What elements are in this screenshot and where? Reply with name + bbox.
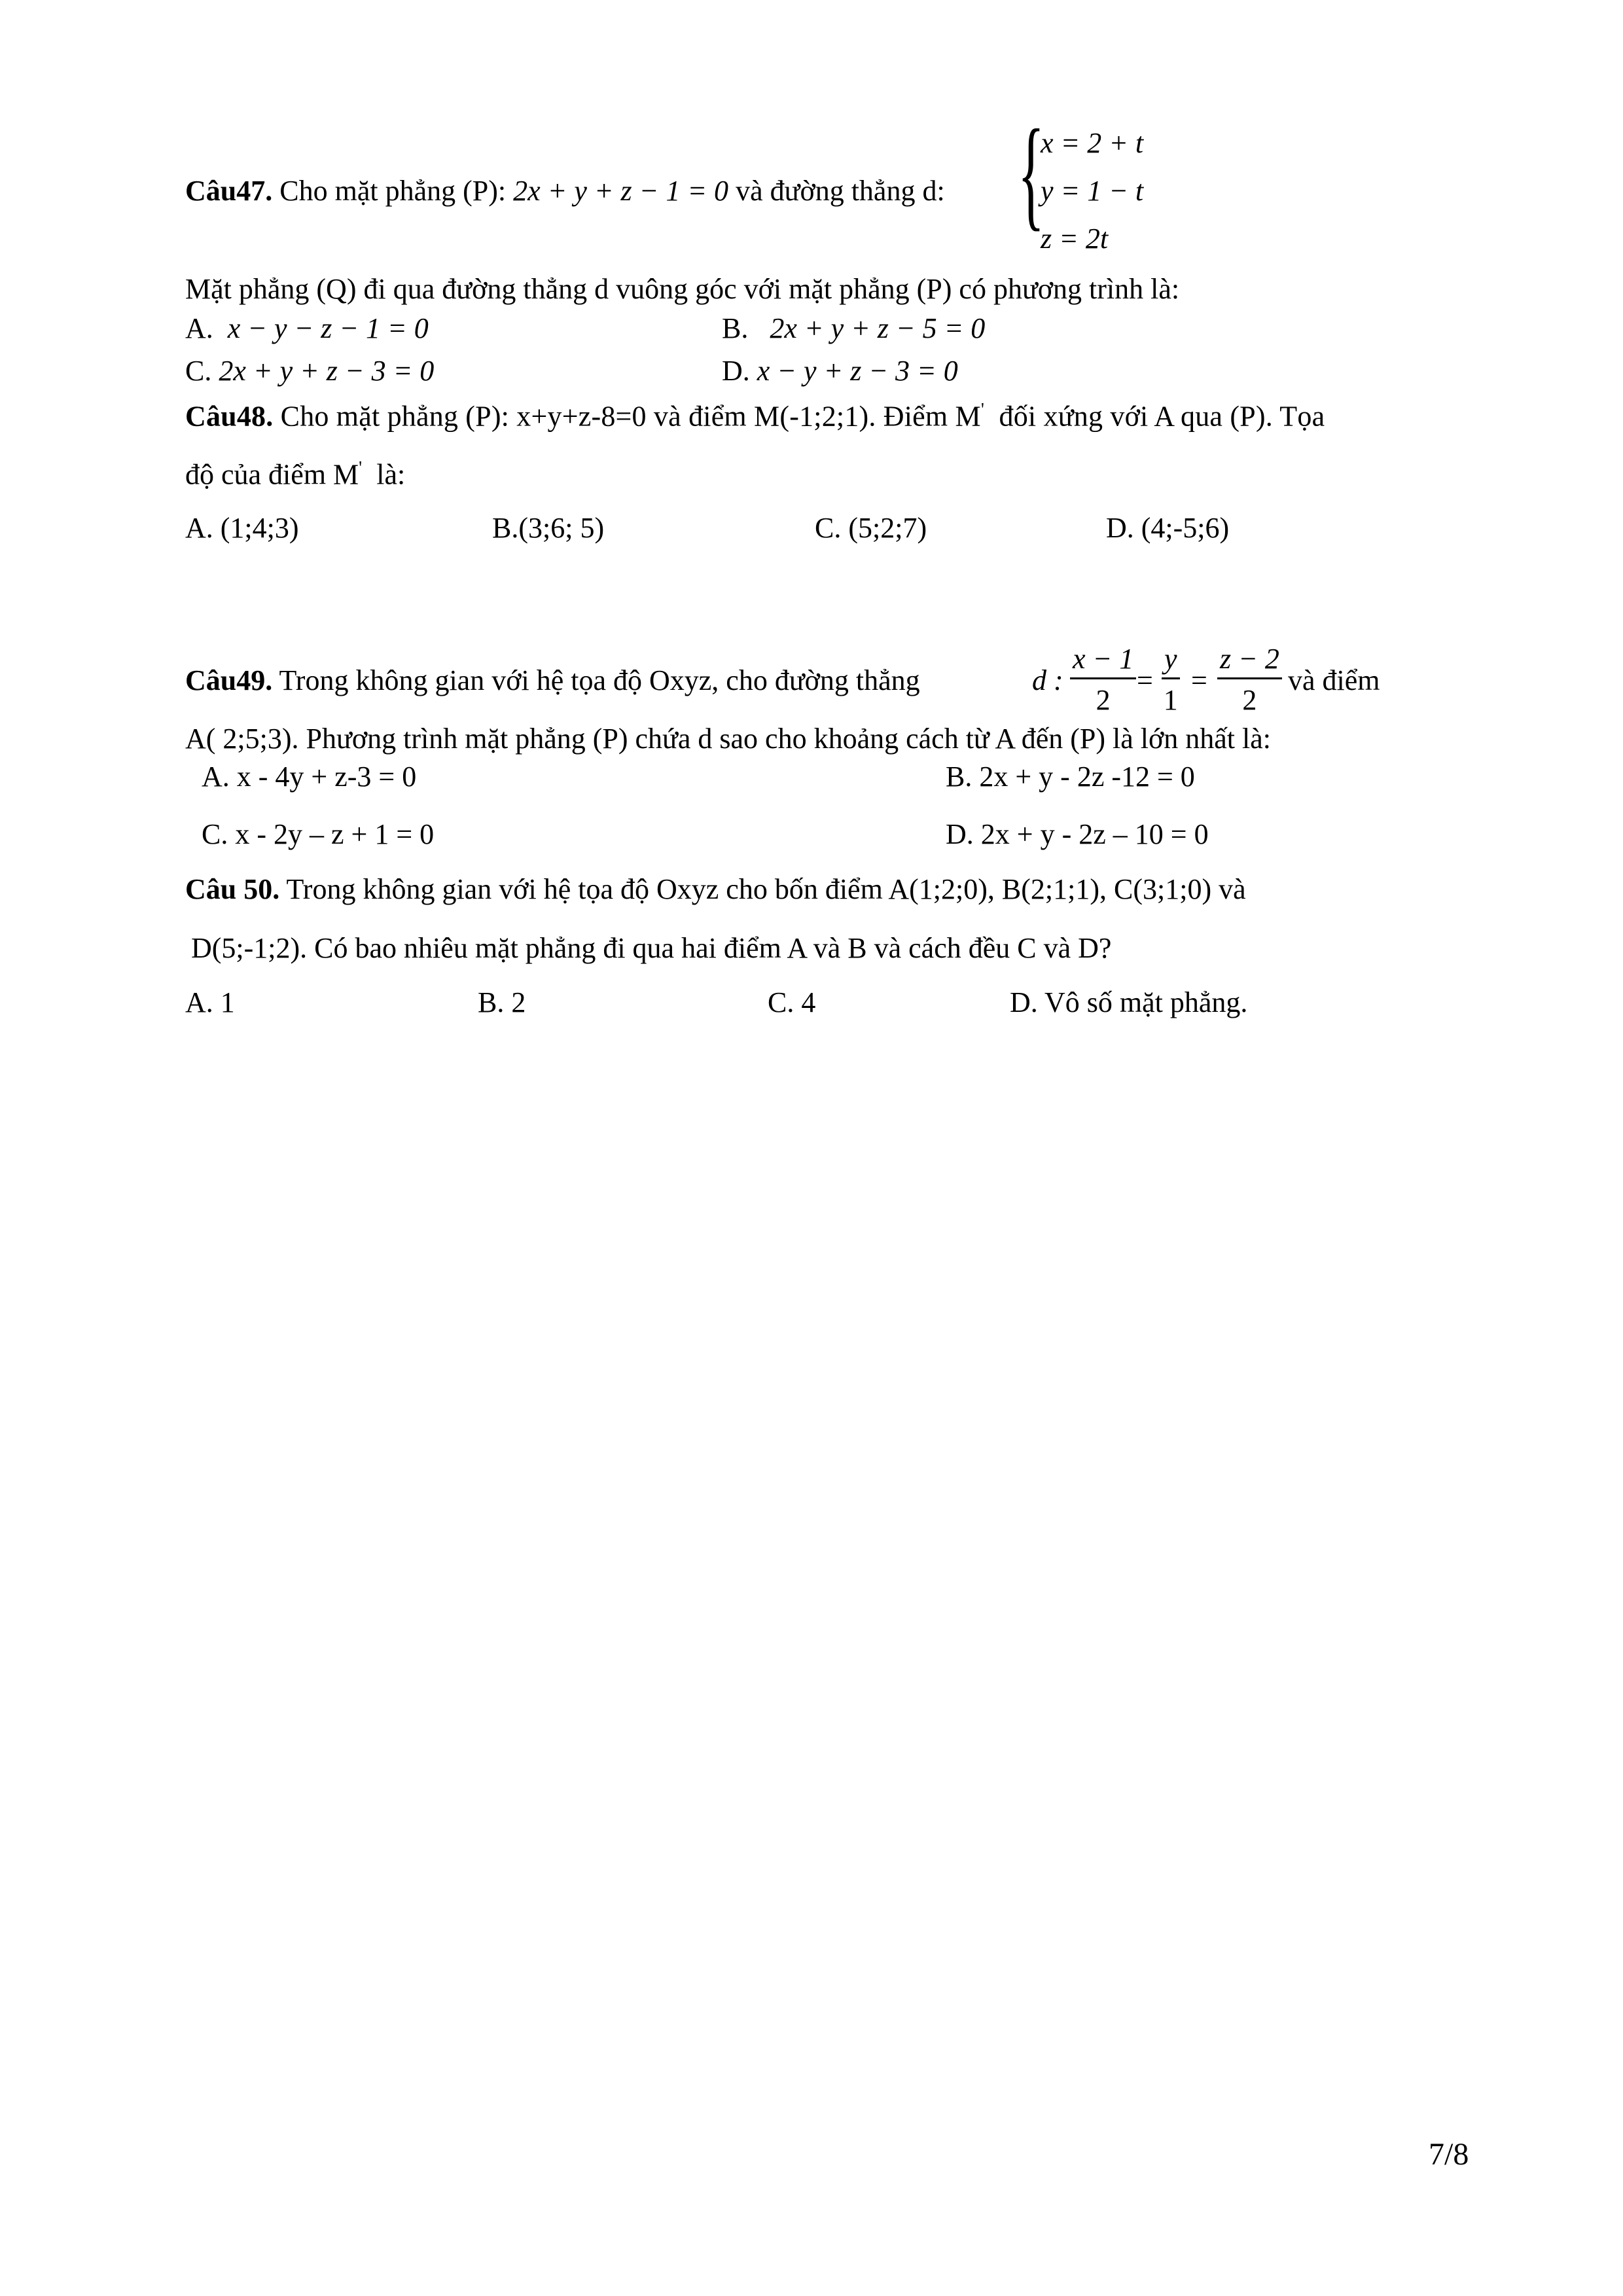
- fraction-denominator: 2: [1096, 684, 1111, 716]
- fraction-denominator: 2: [1242, 684, 1257, 716]
- question-text: Trong không gian với hệ tọa độ Oxyz, cho đường thẳng: [279, 664, 920, 696]
- question-text: Cho mặt phẳng (P): x+y+z-8=0 và điểm M(-1;2;1). Điểm M: [280, 400, 981, 433]
- page-number: 7/8: [1429, 2137, 1469, 2172]
- question-50-line2: D(5;-1;2). Có bao nhiêu mặt phẳng đi qua hai điểm A và B và cách đều C và D?: [191, 932, 1112, 964]
- fraction-denominator: 1: [1163, 684, 1178, 716]
- question-text: Trong không gian với hệ tọa độ Oxyz cho bốn điểm A(1;2;0), B(2;1;1), C(3;1;0) và: [286, 873, 1246, 905]
- equals-sign: =: [1191, 664, 1207, 696]
- question-text: Cho mặt phẳng (P):: [279, 175, 507, 207]
- answer-b: [722, 314, 985, 343]
- answer-d: D. 2x + y - 2z – 10 = 0: [946, 818, 1209, 850]
- fraction-numerator: y: [1162, 645, 1180, 679]
- fraction-z: [1217, 645, 1282, 715]
- answer-c: C. 4: [768, 986, 816, 1018]
- option-label: B.: [722, 312, 749, 344]
- fraction-x: [1070, 645, 1136, 715]
- param-x: x = 2 + t: [1041, 127, 1144, 159]
- answer-b: B. 2: [478, 986, 526, 1018]
- question-text: là:: [376, 458, 406, 491]
- question-label: Câu47.: [185, 175, 273, 207]
- answer-d: D. Vô số mặt phẳng.: [1010, 986, 1248, 1018]
- param-z: z = 2t: [1041, 223, 1109, 255]
- answer-c: C. (5;2;7): [815, 512, 927, 544]
- answer-a: [185, 314, 429, 343]
- question-label: Câu49.: [185, 664, 273, 696]
- answer-a: A. x - 4y + z-3 = 0: [202, 761, 417, 793]
- question-49-line2: A( 2;5;3). Phương trình mặt phẳng (P) chứa d sao cho khoảng cách từ A đến (P) là lớn nhất là:: [185, 723, 1271, 755]
- answer-a: A. (1;4;3): [185, 512, 299, 544]
- question-47-line: [185, 177, 945, 206]
- equals-sign: =: [1137, 664, 1153, 696]
- answer-b: B.(3;6; 5): [492, 512, 605, 544]
- option-label: A.: [185, 312, 213, 344]
- option-label: C.: [185, 355, 212, 387]
- answer-c: C. x - 2y – z + 1 = 0: [202, 818, 435, 850]
- question-48-line: [185, 401, 1325, 431]
- question-text: đối xứng với A qua (P). Tọa: [999, 400, 1325, 433]
- option-label: D.: [722, 355, 750, 387]
- question-50-line: [185, 875, 1246, 904]
- answer-b: B. 2x + y - 2z -12 = 0: [946, 761, 1195, 793]
- plane-equation: 2x + y + z − 1 = 0: [513, 175, 729, 207]
- question-label: Câu48.: [185, 400, 274, 433]
- fraction-numerator: z − 2: [1217, 645, 1282, 679]
- option-equation: 2x + y + z − 3 = 0: [219, 355, 435, 387]
- question-48-line2: [185, 459, 405, 490]
- prime-mark: ': [980, 400, 985, 420]
- prime-mark: ': [359, 458, 363, 478]
- question-47-stem: Mặt phẳng (Q) đi qua đường thẳng d vuông góc với mặt phẳng (P) có phương trình là:: [185, 273, 1180, 305]
- option-equation: x − y + z − 3 = 0: [757, 355, 958, 387]
- answer-d: [722, 357, 958, 386]
- question-label: Câu 50.: [185, 873, 280, 905]
- option-equation: x − y − z − 1 = 0: [227, 312, 429, 344]
- question-text: độ của điểm M: [185, 458, 359, 491]
- question-49-line: [185, 666, 920, 695]
- fraction-y: [1162, 645, 1180, 715]
- question-text: và đường thẳng d:: [736, 175, 945, 207]
- answer-a: A. 1: [185, 986, 235, 1018]
- answer-d: D. (4;-5;6): [1106, 512, 1230, 544]
- option-equation: 2x + y + z − 5 = 0: [770, 312, 986, 344]
- param-y: y = 1 − t: [1041, 175, 1144, 207]
- line-name: d :: [1032, 664, 1063, 696]
- fraction-numerator: x − 1: [1070, 645, 1136, 679]
- answer-c: [185, 357, 434, 386]
- question-text: và điểm: [1288, 664, 1380, 696]
- system-brace: {: [1018, 105, 1045, 242]
